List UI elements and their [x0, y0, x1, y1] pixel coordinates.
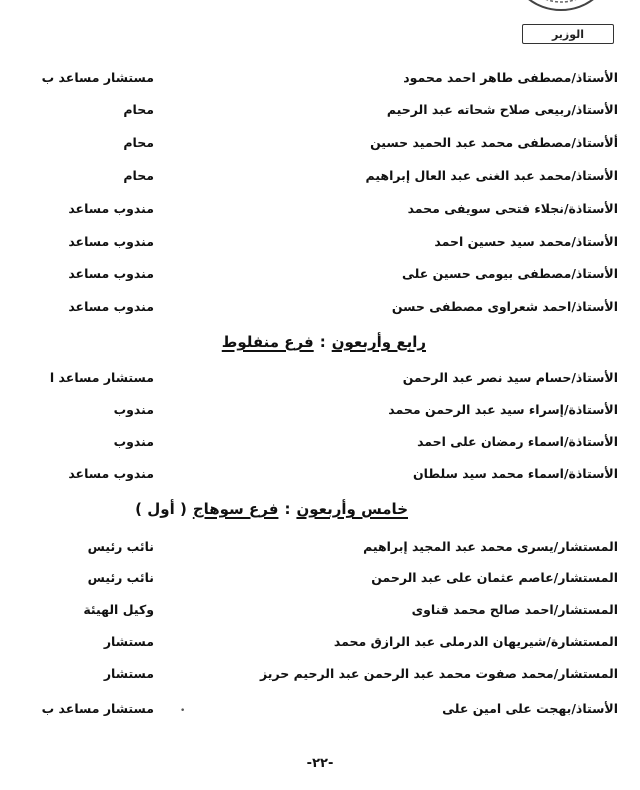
- person-title: مستشار: [103, 634, 154, 649]
- list-item: [0, 699, 640, 725]
- person-title: مستشار: [103, 666, 154, 681]
- person-name: الأستاذ/مصطفى بيومى حسين على: [402, 266, 618, 281]
- list-item: [0, 297, 640, 323]
- person-name: الأستاذة/نجلاء فتحى سويفى محمد: [407, 201, 618, 216]
- list-item: [0, 166, 640, 192]
- person-title: مندوب مساعد: [68, 234, 154, 249]
- person-name: الأستاذة/إسراء سيد عبد الرحمن محمد: [388, 402, 618, 417]
- person-title: مندوب مساعد: [68, 266, 154, 281]
- list-item: [0, 133, 640, 159]
- list-item: [0, 368, 640, 394]
- person-title: محام: [123, 168, 154, 183]
- list-item: [0, 464, 640, 490]
- person-title: مستشار مساعد ا: [49, 370, 154, 385]
- list-item: [0, 537, 640, 563]
- list-item: [0, 568, 640, 594]
- ministry-seal-image: [506, 0, 616, 16]
- person-name: الأستاذ/حسام سيد نصر عبد الرحمن: [402, 370, 618, 385]
- person-name: الأستاذة/اسماء محمد سيد سلطان: [412, 466, 618, 481]
- list-item: [0, 664, 640, 690]
- person-name: المستشار/احمد صالح محمد قناوى: [411, 602, 618, 617]
- person-title: مندوب: [113, 434, 154, 449]
- person-name: الأستاذ/ربيعى صلاح شحاته عبد الرحيم: [386, 102, 618, 117]
- person-name: المستشار/محمد صفوت محمد عبد الرحمن عبد الرحيم حريز: [259, 666, 618, 681]
- stamp-label: الوزير: [551, 27, 585, 41]
- person-name: الأستاذ/بهجت على امين على: [442, 701, 618, 716]
- person-name: الأستاذ/احمد شعراوى مصطفى حسن: [391, 299, 618, 314]
- list-item: [0, 68, 640, 94]
- person-name: الأستاذ/محمد عبد الغنى عبد العال إبراهيم: [365, 168, 618, 183]
- person-title: وكيل الهيئة: [83, 602, 154, 617]
- person-title: مستشار مساعد ب: [41, 70, 154, 85]
- person-title: مندوب مساعد: [68, 201, 154, 216]
- person-title: مستشار مساعد ب: [41, 701, 154, 716]
- section-separator: :: [319, 333, 326, 351]
- person-title: مندوب مساعد: [68, 299, 154, 314]
- list-item: [0, 100, 640, 126]
- section-ordinal: رابع وأربعون: [331, 333, 426, 351]
- person-title: نائب رئيس: [87, 570, 154, 585]
- person-name: المستشارة/شيريهان الدرملى عبد الرازق محمد: [333, 634, 618, 649]
- section-heading-41: [222, 331, 426, 353]
- person-title: محام: [123, 135, 154, 150]
- list-item: [0, 232, 640, 258]
- person-name: الأستاذ/مصطفى طاهر احمد محمود: [403, 70, 618, 85]
- person-title: محام: [123, 102, 154, 117]
- person-name: الأستاذ/محمد سيد حسين احمد: [434, 234, 618, 249]
- person-name: المستشار/عاصم عثمان على عبد الرحمن: [371, 570, 618, 585]
- minister-stamp: [522, 24, 614, 44]
- section-branch: فرع سوهاج: [192, 500, 279, 518]
- section-heading-45: [129, 498, 408, 520]
- list-item: [0, 632, 640, 658]
- person-name: ألأستاذ/مصطفى محمد عبد الحميد حسين: [370, 135, 618, 150]
- person-name: الأستاذة/اسماء رمضان على احمد: [417, 434, 618, 449]
- person-title: نائب رئيس: [87, 539, 154, 554]
- section-branch: فرع منفلوط: [221, 333, 314, 351]
- section-ordinal: خامس وأربعون: [296, 500, 408, 518]
- person-title: مندوب: [113, 402, 154, 417]
- scan-dot-icon: •: [180, 706, 186, 716]
- list-item: [0, 400, 640, 426]
- section-separator: :: [284, 500, 291, 518]
- person-name: المستشار/يسرى محمد عبد المجيد إبراهيم: [363, 539, 618, 554]
- list-item: [0, 432, 640, 458]
- list-item: [0, 600, 640, 626]
- list-item: [0, 199, 640, 225]
- list-item: [0, 264, 640, 290]
- person-title: مندوب مساعد: [68, 466, 154, 481]
- page-number: -٢٢-: [306, 756, 334, 771]
- section-note: ( أول ): [135, 500, 187, 518]
